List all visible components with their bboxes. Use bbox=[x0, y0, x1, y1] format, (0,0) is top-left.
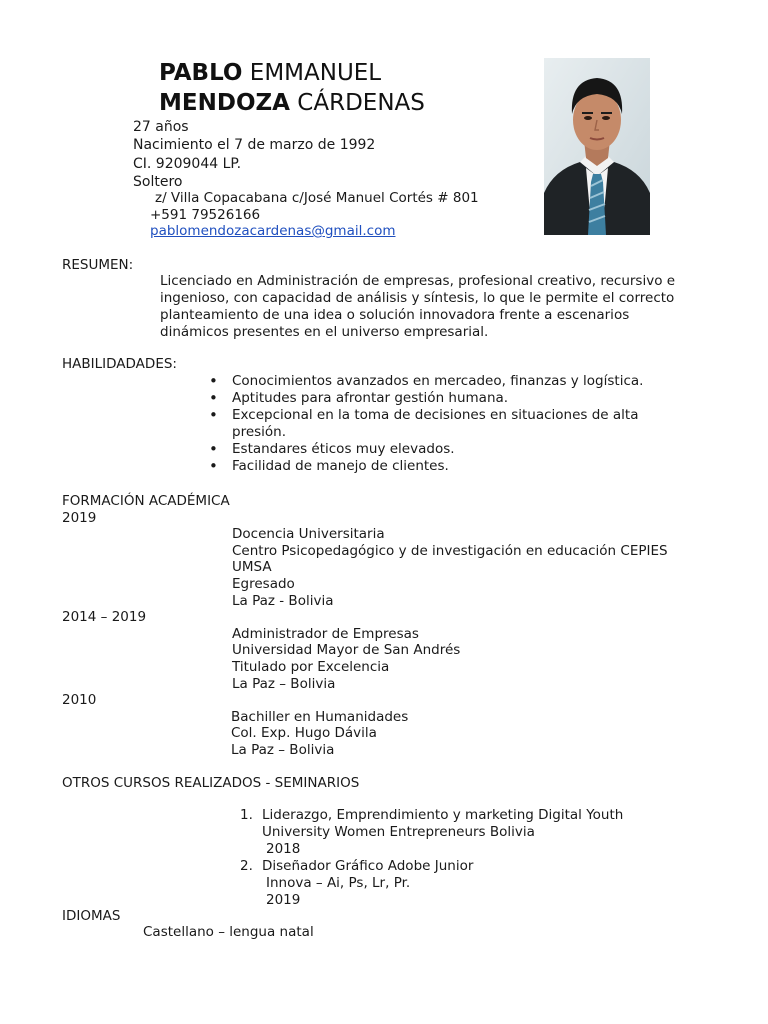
list-item: • Excepcional en la toma de decisiones en situaciones de alta presión. bbox=[207, 407, 677, 441]
list-item: • Estandares éticos muy elevados. bbox=[207, 441, 677, 458]
course-year: 2019 bbox=[266, 892, 301, 908]
language-item: Castellano – lengua natal bbox=[143, 924, 314, 940]
phone: +591 79526166 bbox=[150, 207, 261, 223]
course-provider: Innova – Ai, Ps, Lr, Pr. bbox=[266, 875, 411, 891]
education-line: La Paz – Bolivia bbox=[232, 676, 336, 692]
list-item: • Aptitudes para afrontar gestión humana. bbox=[207, 390, 677, 407]
first-name-rest: EMMANUEL bbox=[249, 60, 382, 86]
education-period: 2019 bbox=[62, 510, 97, 526]
courses-heading: OTROS CURSOS REALIZADOS - SEMINARIOS bbox=[62, 775, 360, 791]
list-item: • Facilidad de manejo de clientes. bbox=[207, 458, 677, 475]
name-line-2 bbox=[159, 88, 425, 118]
marital-status: Soltero bbox=[133, 174, 183, 190]
last-name-rest: CÁRDENAS bbox=[297, 90, 425, 116]
course-year: 2018 bbox=[266, 841, 301, 857]
profile-photo bbox=[544, 58, 650, 235]
course-title: Diseñador Gráfico Adobe Junior bbox=[262, 858, 474, 874]
education-line: Titulado por Excelencia bbox=[232, 659, 390, 675]
name-line-1 bbox=[159, 58, 381, 88]
education-line: Administrador de Empresas bbox=[232, 626, 419, 642]
courses-list bbox=[240, 807, 660, 909]
id-number: CI. 9209044 LP. bbox=[133, 156, 242, 172]
education-line: UMSA bbox=[232, 559, 272, 575]
skills-list bbox=[207, 373, 677, 475]
education-line: Centro Psicopedagógico y de investigación en educación CEPIES bbox=[232, 543, 668, 559]
email-link[interactable]: pablomendozacardenas@gmail.com bbox=[150, 223, 396, 239]
birth-date: Nacimiento el 7 de marzo de 1992 bbox=[133, 137, 376, 153]
education-line: Egresado bbox=[232, 576, 295, 592]
course-title: Liderazgo, Emprendimiento y marketing Digital Youth bbox=[262, 807, 624, 823]
education-line: Col. Exp. Hugo Dávila bbox=[231, 725, 377, 741]
course-number: 2. bbox=[240, 858, 253, 874]
course-provider: University Women Entrepreneurs Bolivia bbox=[262, 824, 535, 840]
education-line: La Paz - Bolivia bbox=[232, 593, 334, 609]
age: 27 años bbox=[133, 119, 189, 135]
list-item: • Conocimientos avanzados en mercadeo, finanzas y logística. bbox=[207, 373, 677, 390]
skills-heading: HABILIDADADES: bbox=[62, 356, 177, 372]
list-item bbox=[240, 858, 660, 909]
summary-text: Licenciado en Administración de empresas, profesional creativo, recursivo e ingenioso, con capacidad de análisis y síntesis, lo que le permite el correcto planteamiento de una idea o solución innovadora frente a escenarios dinámicos presentes en el universo empresarial. bbox=[160, 273, 676, 340]
education-line: Universidad Mayor de San Andrés bbox=[232, 642, 461, 658]
summary-heading: RESUMEN: bbox=[62, 257, 134, 273]
languages-heading: IDIOMAS bbox=[62, 908, 121, 924]
course-number: 1. bbox=[240, 807, 253, 823]
education-period: 2014 – 2019 bbox=[62, 609, 147, 625]
last-name-bold: MENDOZA bbox=[159, 90, 290, 116]
education-line: Docencia Universitaria bbox=[232, 526, 385, 542]
education-line: La Paz – Bolivia bbox=[231, 742, 335, 758]
education-heading: FORMACIÓN ACADÉMICA bbox=[62, 493, 230, 509]
education-line: Bachiller en Humanidades bbox=[231, 709, 409, 725]
first-name-bold: PABLO bbox=[159, 60, 243, 86]
address: z/ Villa Copacabana c/José Manuel Cortés # 801 bbox=[155, 190, 479, 206]
education-period: 2010 bbox=[62, 692, 97, 708]
list-item bbox=[240, 807, 660, 858]
